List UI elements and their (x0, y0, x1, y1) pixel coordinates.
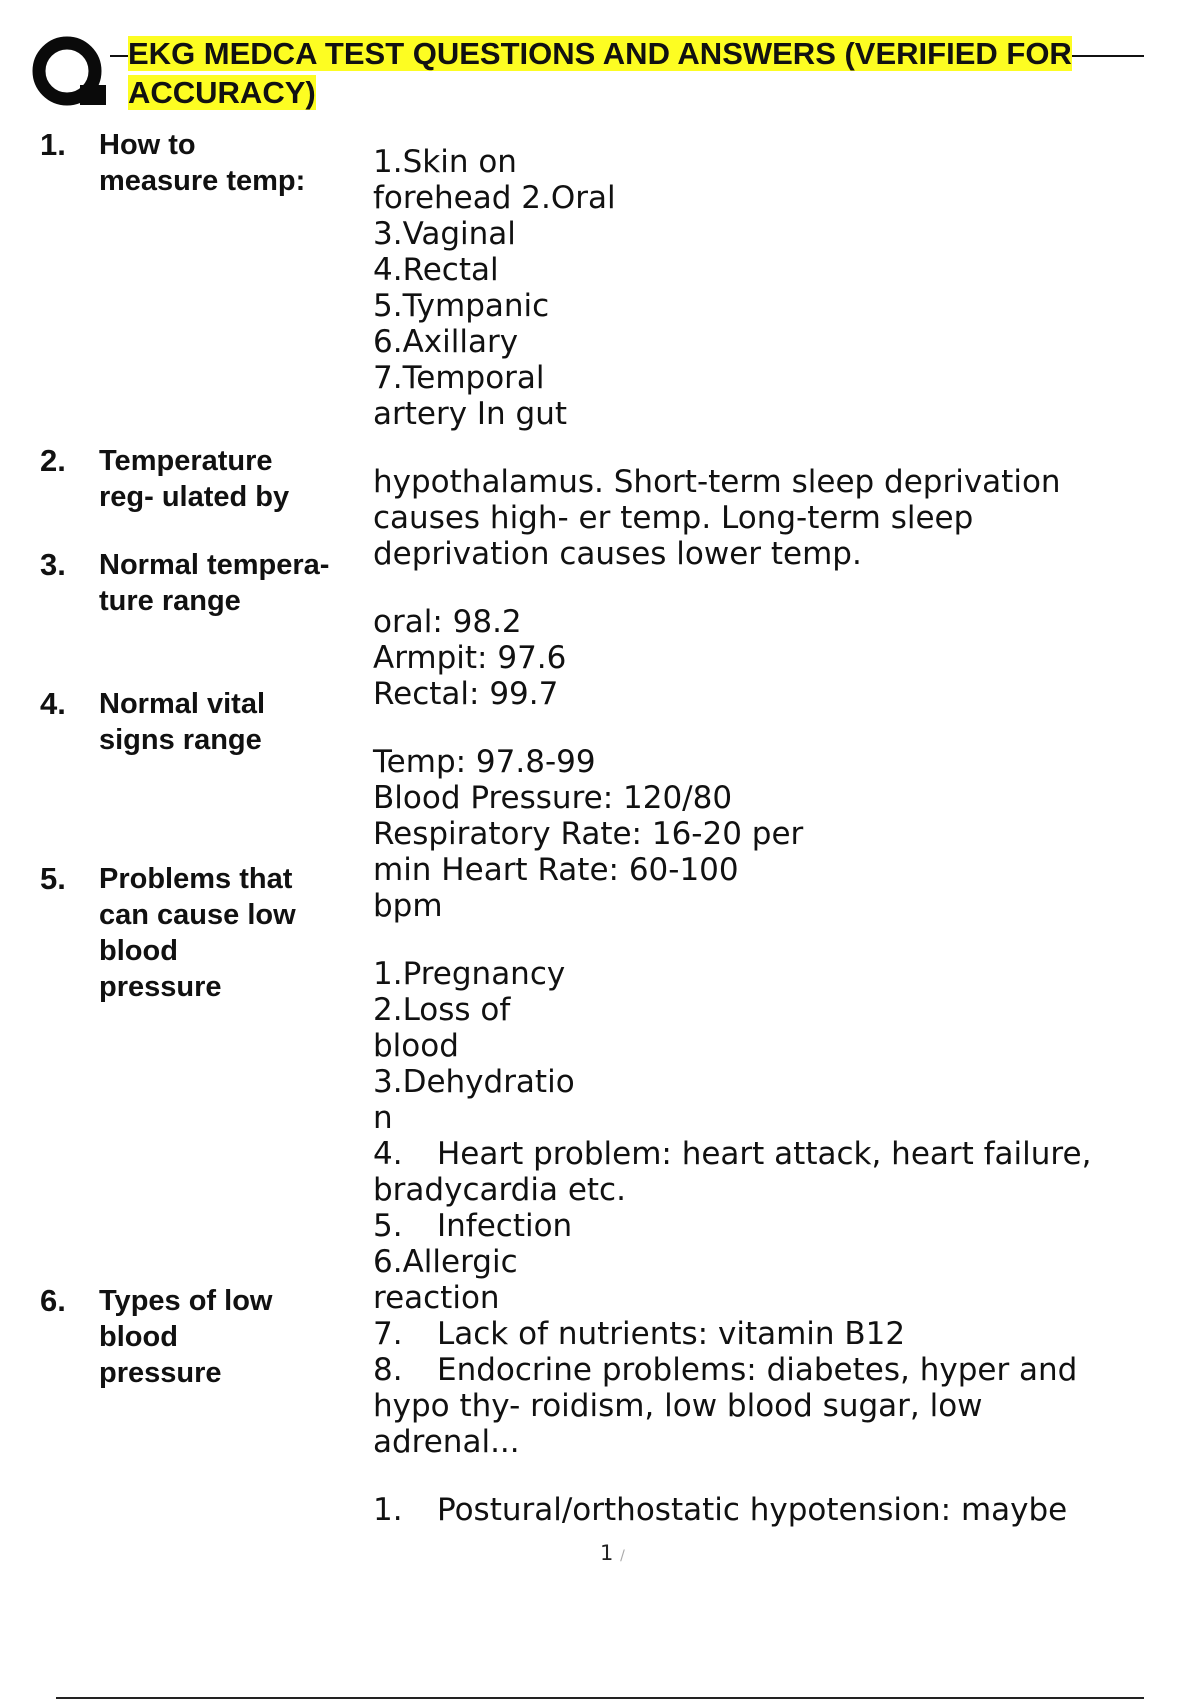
question-number: 3. (40, 547, 66, 582)
question-number: 2. (40, 443, 66, 478)
footer-rule (56, 1697, 1144, 1699)
question-text: Normal vital signs range (99, 688, 265, 756)
question-number: 6. (40, 1283, 66, 1318)
question-text: Problems that can cause low blood pressure (99, 863, 296, 1003)
question-text: How to measure temp: (99, 129, 306, 197)
question-number: 4. (40, 686, 66, 721)
answer-1: 1.Skin on forehead 2.Oral 3.Vaginal 4.Rectal 5.Tympanic 6.Axillary 7.Temporal artery In gut (373, 144, 616, 432)
answers-column (373, 144, 1163, 1528)
question-text: Normal tempera- ture range (99, 549, 330, 617)
question-number: 1. (40, 127, 66, 162)
answer-2: hypothalamus. Short-term sleep deprivation causes high- er temp. Long-term sleep deprivation causes lower temp. (373, 464, 1061, 572)
brand-logo-icon (30, 33, 110, 111)
question-number: 5. (40, 861, 66, 896)
question-text: Types of low blood pressure (99, 1285, 273, 1389)
answer-4: Temp: 97.8-99 Blood Pressure: 120/80 Respiratory Rate: 16-20 per min Heart Rate: 60-100 bpm (373, 744, 804, 924)
question-text: Temperature reg- ulated by (99, 445, 290, 513)
document-title: EKG MEDCA TEST QUESTIONS AND ANSWERS (VERIFIED FOR ACCURACY) (128, 36, 1072, 110)
answer-3: oral: 98.2 Armpit: 97.6 Rectal: 99.7 (373, 604, 567, 712)
answer-6: 1. Postural/orthostatic hypotension: maybe (373, 1492, 1068, 1528)
page-number: 1 / (600, 1541, 625, 1565)
answer-5: 1.Pregnancy 2.Loss of blood 3.Dehydratio n 4. Heart problem: heart attack, heart failure, bradycardia etc. 5. Infection 6.Allergic reaction 7. Lack of nutrients: vitamin B12 8. Endocrine problems: diabetes, hyper and hypo thy- roidism, low blood sugar, low adrenal... (373, 956, 1092, 1460)
